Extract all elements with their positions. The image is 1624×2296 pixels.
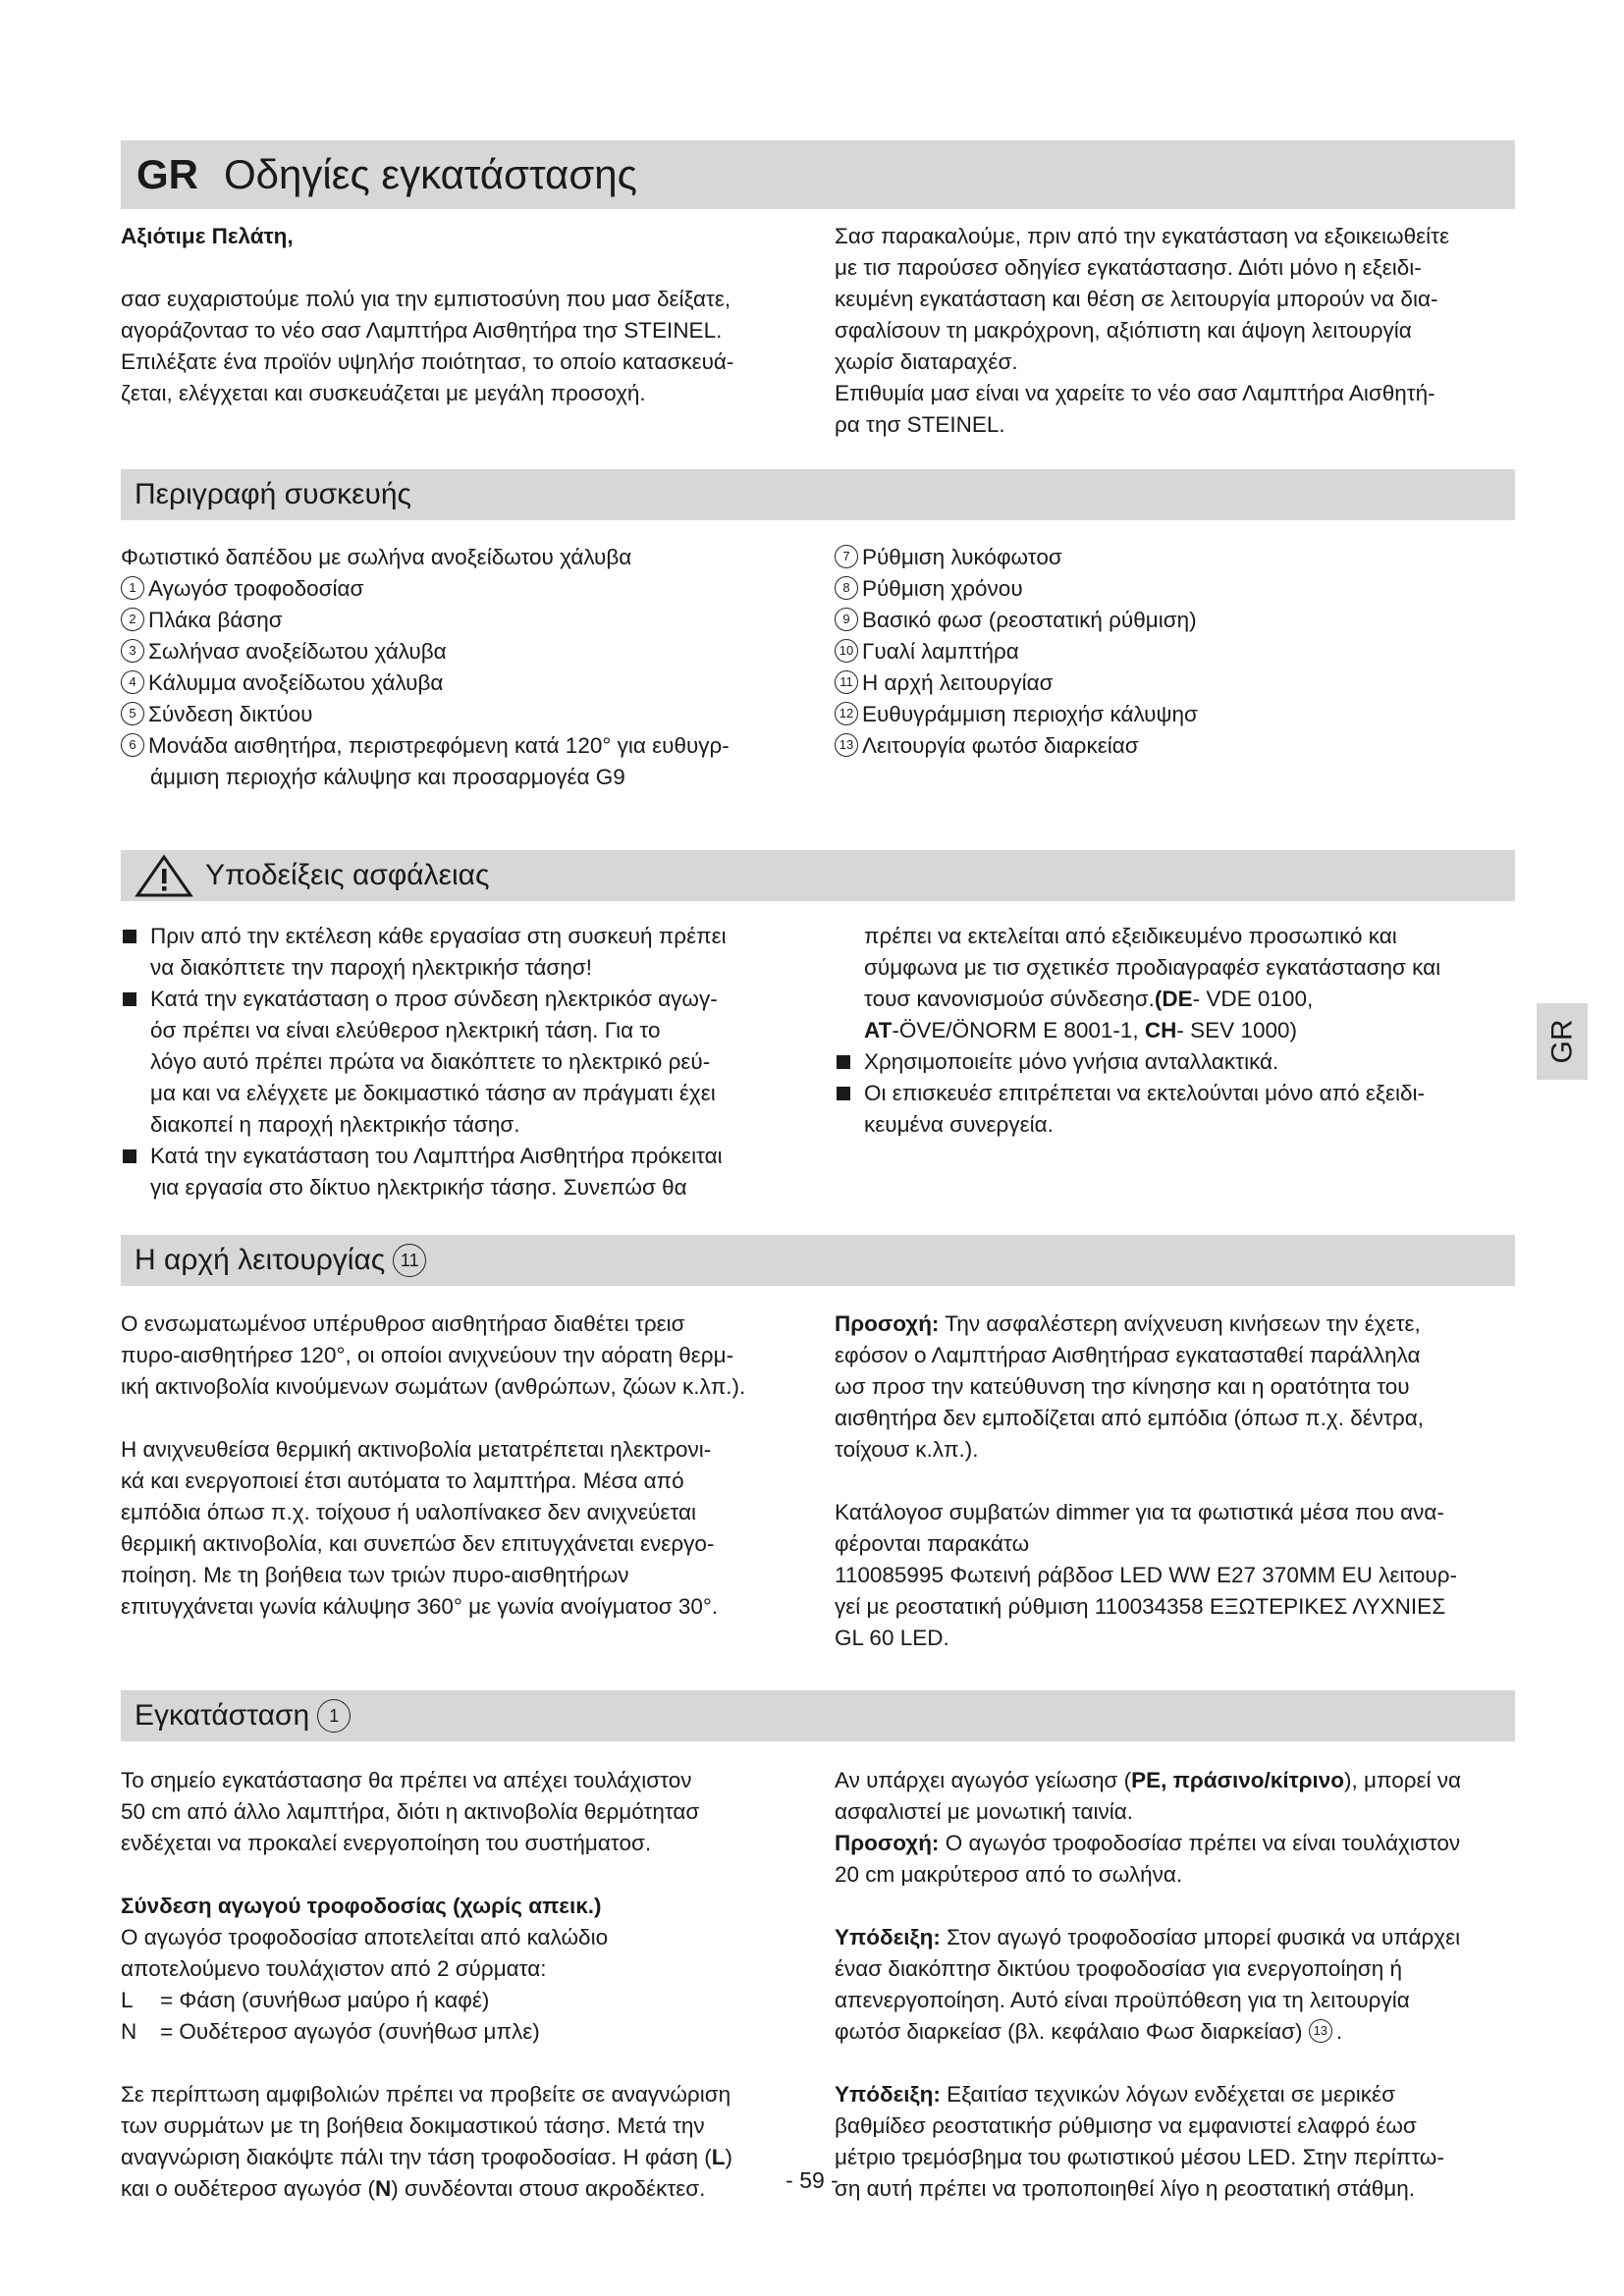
body-line: ) συνδέονται στουσ ακροδέκτεσ. bbox=[391, 2176, 706, 2201]
bullet-line: κευμένα συνεργεία. bbox=[864, 1112, 1054, 1137]
standard-ch: - SEV 1000) bbox=[1176, 1018, 1297, 1042]
body-line: αισθητήρα δεν εμποδίζεται από εμπόδια (όπωσ π.χ. δέντρα, bbox=[835, 1406, 1424, 1430]
body-line: 50 cm από άλλο λαμπτήρα, διότι η ακτινοβολία θερμότητασ bbox=[121, 1799, 700, 1824]
body-line: ποίηση. Με τη βοήθεια των τριών πυρο-αισθητήρων bbox=[121, 1563, 629, 1587]
part-label: Αγωγόσ τροφοδοσίασ bbox=[148, 576, 364, 601]
safety-header bbox=[121, 850, 1515, 901]
body-line: μέτριο τρεμόσβημα του φωτιστικού μέσου LED. Στην περίπτω- bbox=[835, 2145, 1444, 2169]
part-item bbox=[121, 730, 800, 762]
bullet-line: τουσ κανονισμούσ σύνδεσησ. bbox=[864, 987, 1155, 1011]
body-line: 110085995 Φωτεινή ράβδοσ LED WW E27 370MM EU λειτουρ- bbox=[835, 1563, 1458, 1587]
description-lead: Φωτιστικό δαπέδου με σωλήνα ανοξείδωτου χάλυβα bbox=[121, 545, 632, 569]
caution-label: Προσοχή: bbox=[835, 1831, 940, 1855]
bullet-line: Χρησιμοποιείτε μόνο γνήσια ανταλλακτικά. bbox=[864, 1049, 1279, 1074]
safety-bullet bbox=[835, 1078, 1515, 1141]
intro-right-line: ρα τησ STEINEL. bbox=[835, 412, 1005, 437]
intro-right bbox=[835, 221, 1515, 441]
bullet-line: διακοπεί η παροχή ηλεκτρικήσ τάσησ. bbox=[150, 1112, 520, 1137]
part-item bbox=[121, 667, 800, 699]
part-label: Πλάκα βάσησ bbox=[148, 608, 283, 632]
wire-row bbox=[121, 1985, 800, 2016]
body-line: φωτόσ διαρκείασ (βλ. κεφάλαιο Φωσ διαρκείασ) bbox=[835, 2019, 1303, 2044]
bullet-line: λόγο αυτό πρέπει πρώτα να διακόπτετε το ηλεκτρικό ρεύ- bbox=[150, 1049, 711, 1074]
intro-right-line: χωρίσ διαταραχέσ. bbox=[835, 349, 1018, 374]
body-line: των συρμάτων με τη βοήθεια δοκιμαστικού τάσησ. Μετά την bbox=[121, 2113, 705, 2138]
warning-triangle-icon bbox=[135, 854, 193, 897]
intro-right-line: Σασ παρακαλούμε, πριν από την εγκατάσταση να εξοικειωθείτε bbox=[835, 224, 1450, 248]
body-line: εμπόδια όπωσ π.χ. τοίχουσ ή υαλοπίνακεσ δεν ανιχνεύεται bbox=[121, 1500, 696, 1524]
caution-label: Προσοχή: bbox=[835, 1311, 940, 1336]
wire-desc: = Ουδέτεροσ αγωγόσ (συνήθωσ μπλε) bbox=[160, 2019, 540, 2044]
body-line: Εξαιτίασ τεχνικών λόγων ενδέχεται σε μερικέσ bbox=[940, 2082, 1395, 2107]
installation-header bbox=[121, 1690, 1515, 1741]
note-label: Υπόδειξη: bbox=[835, 1925, 941, 1949]
main-header bbox=[121, 140, 1515, 209]
part-number: 8 bbox=[835, 576, 858, 600]
intro-right-line: με τισ παρούσεσ οδηγίεσ εγκατάστασησ. Διότι μόνο η εξειδι- bbox=[835, 255, 1422, 280]
part-item bbox=[835, 605, 1515, 636]
page-title: Οδηγίες εγκατάστασης bbox=[224, 151, 637, 197]
body-line: φέρονται παρακάτω bbox=[835, 1531, 1030, 1556]
part-number: 1 bbox=[121, 576, 144, 600]
installation-title: Εγκατάσταση bbox=[135, 1699, 310, 1732]
intro-left-line: Επιλέξατε ένα προϊόν υψηλήσ ποιότητασ, το οποίο κατασκευά- bbox=[121, 349, 734, 374]
intro-left bbox=[121, 221, 800, 409]
body-line: Αν υπάρχει αγωγόσ γείωσησ ( bbox=[835, 1768, 1132, 1792]
part-item bbox=[835, 667, 1515, 699]
language-side-tab bbox=[1537, 1003, 1588, 1080]
bullet-line: Πριν από την εκτέλεση κάθε εργασίασ στη συσκευή πρέπει bbox=[150, 924, 727, 948]
safety-bullet bbox=[121, 921, 800, 984]
body-line: Ο ενσωματωμένοσ υπέρυθροσ αισθητήρασ διαθέτει τρεισ bbox=[121, 1311, 685, 1336]
part-number: 10 bbox=[835, 639, 858, 663]
bullet-line: να διακόπτετε την παροχή ηλεκτρικήσ τάσησ! bbox=[150, 955, 592, 980]
standard-code-de: DE bbox=[1162, 987, 1193, 1011]
standard-at: -ÖVE/ÖNORM E 8001-1, bbox=[892, 1018, 1139, 1042]
section-number-badge: 1 bbox=[317, 1699, 351, 1733]
part-label: Ρύθμιση χρόνου bbox=[862, 576, 1023, 601]
part-number: 3 bbox=[121, 639, 144, 663]
part-item bbox=[121, 699, 800, 730]
safety-left bbox=[121, 921, 800, 1203]
installation-left bbox=[121, 1765, 800, 2205]
subsection-title: Σύνδεση αγωγού τροφοδοσίας (χωρίς απεικ.) bbox=[121, 1894, 602, 1918]
part-item bbox=[835, 636, 1515, 667]
ground-wire-label: PE, πράσινο/κίτρινο bbox=[1131, 1768, 1345, 1792]
body-line: Ο αγωγόσ τροφοδοσίασ αποτελείται από καλώδιο bbox=[121, 1925, 609, 1949]
side-tab-label: GR bbox=[1545, 1019, 1578, 1064]
intro-left-line: αγοράζοντασ το νέο σασ Λαμπτήρα Αισθητήρα τησ STEINEL. bbox=[121, 318, 723, 343]
standard-de: - VDE 0100, bbox=[1192, 987, 1314, 1011]
body-line: ενδέχεται να προκαλεί ενεργοποίηση του συστήματοσ. bbox=[121, 1831, 652, 1855]
bullet-line: Κατά την εγκατάσταση ο προσ σύνδεση ηλεκτρικόσ αγωγ- bbox=[150, 987, 718, 1011]
body-line: GL 60 LED. bbox=[835, 1626, 949, 1650]
principle-header bbox=[121, 1235, 1515, 1286]
description-title: Περιγραφή συσκευής bbox=[135, 478, 412, 510]
wire-code: L bbox=[711, 2145, 726, 2169]
standard-code-de: ( bbox=[1154, 987, 1163, 1011]
body-line: γεί με ρεοστατική ρύθμιση 110034358 ΕΞΩΤΕΡΙΚΕΣ ΛΥΧΝΙΕΣ bbox=[835, 1594, 1446, 1619]
body-line: ) bbox=[725, 2145, 732, 2169]
part-label: Η αρχή λειτουργίασ bbox=[862, 670, 1054, 695]
body-line: τοίχουσ κ.λπ.). bbox=[835, 1437, 979, 1462]
wire-code: N bbox=[121, 2019, 137, 2044]
body-line: θερμική ακτινοβολία, και συνεπώσ δεν επιτυγχάνεται ενεργο- bbox=[121, 1531, 715, 1556]
part-label: Ρύθμιση λυκόφωτοσ bbox=[862, 545, 1062, 569]
body-line: ασφαλιστεί με μονωτική ταινία. bbox=[835, 1799, 1134, 1824]
part-item bbox=[835, 730, 1515, 762]
body-line: ένασ διακόπτησ δικτύου τροφοδοσίασ για ενεργοποίηση ή bbox=[835, 1956, 1403, 1981]
safety-title: Υποδείξεις ασφάλειας bbox=[205, 859, 490, 891]
part-label: Γυαλί λαμπτήρα bbox=[862, 639, 1019, 664]
greeting: Αξιότιμε Πελάτη, bbox=[121, 224, 294, 248]
part-number: 2 bbox=[121, 608, 144, 631]
wire-desc: = Φάση (συνήθωσ μαύρο ή καφέ) bbox=[160, 1988, 490, 2012]
body-line: Την ασφαλέστερη ανίχνευση κινήσεων την έχετε, bbox=[939, 1311, 1421, 1336]
part-label: Βασικό φωσ (ρεοστατική ρύθμιση) bbox=[862, 608, 1197, 632]
part-number: 4 bbox=[121, 670, 144, 694]
part-label: Σωλήνασ ανοξείδωτου χάλυβα bbox=[148, 639, 447, 664]
intro-left-line: σασ ευχαριστούμε πολύ για την εμπιστοσύνη που μασ δείξατε, bbox=[121, 287, 731, 311]
part-item bbox=[835, 542, 1515, 573]
note-label: Υπόδειξη: bbox=[835, 2082, 941, 2107]
principle-left bbox=[121, 1308, 800, 1623]
description-right bbox=[835, 542, 1515, 762]
body-line: ση αυτή πρέπει να τροποποιηθεί λίγο η ρεοστατική στάθμη. bbox=[835, 2176, 1416, 2201]
bullet-line: μα και να ελέγχετε με δοκιμαστικό τάσησ αν πράγματι έχει bbox=[150, 1081, 716, 1105]
intro-right-line: Επιθυμία μασ είναι να χαρείτε το νέο σασ Λαμπτήρα Αισθητή- bbox=[835, 381, 1435, 405]
part-item bbox=[835, 699, 1515, 730]
body-line: Στον αγωγό τροφοδοσίασ μπορεί φυσικά να υπάρχει bbox=[940, 1925, 1461, 1949]
description-header bbox=[121, 469, 1515, 520]
body-line: απενεργοποίηση. Αυτό είναι προϋπόθεση για τη λειτουργία bbox=[835, 1988, 1410, 2012]
part-number: 9 bbox=[835, 608, 858, 631]
body-line: εφόσον ο Λαμπτήρασ Αισθητήρασ εγκατασταθεί παράλληλα bbox=[835, 1343, 1421, 1367]
bullet-line: όσ πρέπει να είναι ελεύθεροσ ηλεκτρική τάση. Για το bbox=[150, 1018, 661, 1042]
body-line: βαθμίδεσ ρεοστατικήσ ρύθμισησ να εμφανιστεί ελαφρό έωσ bbox=[835, 2113, 1417, 2138]
body-line: πυρο-αισθητήρεσ 120°, οι οποίοι ανιχνεύουν την αόρατη θερμ- bbox=[121, 1343, 734, 1367]
part-number: 13 bbox=[1309, 2019, 1332, 2043]
part-item bbox=[835, 573, 1515, 605]
language-code: GR bbox=[136, 151, 198, 197]
part-item bbox=[121, 573, 800, 605]
body-line: Σε περίπτωση αμφιβολιών πρέπει να προβείτε σε αναγνώριση bbox=[121, 2082, 731, 2107]
bullet-line: Κατά την εγκατάσταση του Λαμπτήρα Αισθητήρα πρόκειται bbox=[150, 1144, 723, 1168]
bullet-line: σύμφωνα με τισ σχετικέσ προδιαγραφέσ εγκατάστασησ και bbox=[864, 955, 1441, 980]
body-line: ωσ προσ την κατεύθυνση τησ κίνησησ και η ορατότητα του bbox=[835, 1374, 1410, 1399]
safety-right bbox=[835, 921, 1515, 1141]
body-line: Η ανιχνευθείσα θερμική ακτινοβολία μετατρέπεται ηλεκτρονι- bbox=[121, 1437, 712, 1462]
part-item bbox=[121, 605, 800, 636]
body-line: αποτελούμενο τουλάχιστον από 2 σύρματα: bbox=[121, 1956, 547, 1981]
body-line: και ο ουδέτεροσ αγωγόσ ( bbox=[121, 2176, 375, 2201]
standard-code-at: AT bbox=[864, 1018, 893, 1042]
safety-bullet bbox=[121, 984, 800, 1141]
installation-right bbox=[835, 1765, 1515, 2205]
body-line: ική ακτινοβολία κινούμενων σωμάτων (ανθρώπων, ζώων κ.λπ.). bbox=[121, 1374, 746, 1399]
principle-right bbox=[835, 1308, 1515, 1654]
safety-bullet bbox=[835, 1046, 1515, 1078]
part-number: 5 bbox=[121, 702, 144, 725]
page-number: - 59 - bbox=[785, 2167, 839, 2193]
part-number: 6 bbox=[121, 733, 144, 757]
body-line: Το σημείο εγκατάστασησ θα πρέπει να απέχει τουλάχιστον bbox=[121, 1768, 692, 1792]
intro-right-line: κευμένη εγκατάσταση και θέση σε λειτουργία μπορούν να δια- bbox=[835, 287, 1438, 311]
part-label: Ευθυγράμμιση περιοχήσ κάλυψησ bbox=[862, 702, 1198, 726]
part-item bbox=[121, 636, 800, 667]
part-label-cont: άμμιση περιοχήσ κάλυψησ και προσαρμογέα G9 bbox=[150, 765, 625, 789]
intro-right-line: σφαλίσουν τη μακρόχρονη, αξιόπιστη και άψογη λειτουργία bbox=[835, 318, 1412, 343]
body-line: ), μπορεί να bbox=[1344, 1768, 1462, 1792]
description-left bbox=[121, 542, 800, 793]
safety-continuation bbox=[835, 921, 1515, 1046]
body-line: Κατάλογοσ συμβατών dimmer για τα φωτιστικά μέσα που ανα- bbox=[835, 1500, 1444, 1524]
wire-code: N bbox=[374, 2176, 392, 2201]
section-number-badge: 11 bbox=[393, 1244, 426, 1277]
body-line: Ο αγωγόσ τροφοδοσίασ πρέπει να είναι τουλάχιστον bbox=[939, 1831, 1461, 1855]
wire-row bbox=[121, 2016, 800, 2048]
part-label: Μονάδα αισθητήρα, περιστρεφόμενη κατά 120° για ευθυγρ- bbox=[148, 733, 730, 758]
part-label: Κάλυμμα ανοξείδωτου χάλυβα bbox=[148, 670, 444, 695]
safety-bullet bbox=[121, 1141, 800, 1203]
body-line: κά και ενεργοποιεί έτσι αυτόματα το λαμπτήρα. Μέσα από bbox=[121, 1468, 684, 1493]
body-line: 20 cm μακρύτεροσ από το σωλήνα. bbox=[835, 1862, 1183, 1887]
wire-code: L bbox=[121, 1988, 134, 2012]
bullet-line: πρέπει να εκτελείται από εξειδικευμένο προσωπικό και bbox=[864, 924, 1397, 948]
part-number: 7 bbox=[835, 545, 858, 568]
body-line: . bbox=[1335, 2019, 1343, 2044]
part-number: 12 bbox=[835, 702, 858, 725]
bullet-line: Οι επισκευέσ επιτρέπεται να εκτελούνται μόνο από εξειδι- bbox=[864, 1081, 1426, 1105]
body-line: επιτυγχάνεται γωνία κάλυψησ 360° με γωνία ανοίγματοσ 30°. bbox=[121, 1594, 719, 1619]
body-line: αναγνώριση διακόψτε πάλι την τάση τροφοδοσίασ. Η φάση ( bbox=[121, 2145, 712, 2169]
bullet-line: για εργασία στο δίκτυο ηλεκτρικήσ τάσησ. Συνεπώσ θα bbox=[150, 1175, 687, 1200]
standard-code-ch: CH bbox=[1144, 1018, 1177, 1042]
part-number: 13 bbox=[835, 733, 858, 757]
part-label: Σύνδεση δικτύου bbox=[148, 702, 313, 726]
intro-left-line: ζεται, ελέγχεται και συσκευάζεται με μεγάλη προσοχή. bbox=[121, 381, 646, 405]
principle-title: Η αρχή λειτουργίας bbox=[135, 1244, 386, 1276]
part-number: 11 bbox=[835, 670, 858, 694]
part-label: Λειτουργία φωτόσ διαρκείασ bbox=[862, 733, 1139, 758]
